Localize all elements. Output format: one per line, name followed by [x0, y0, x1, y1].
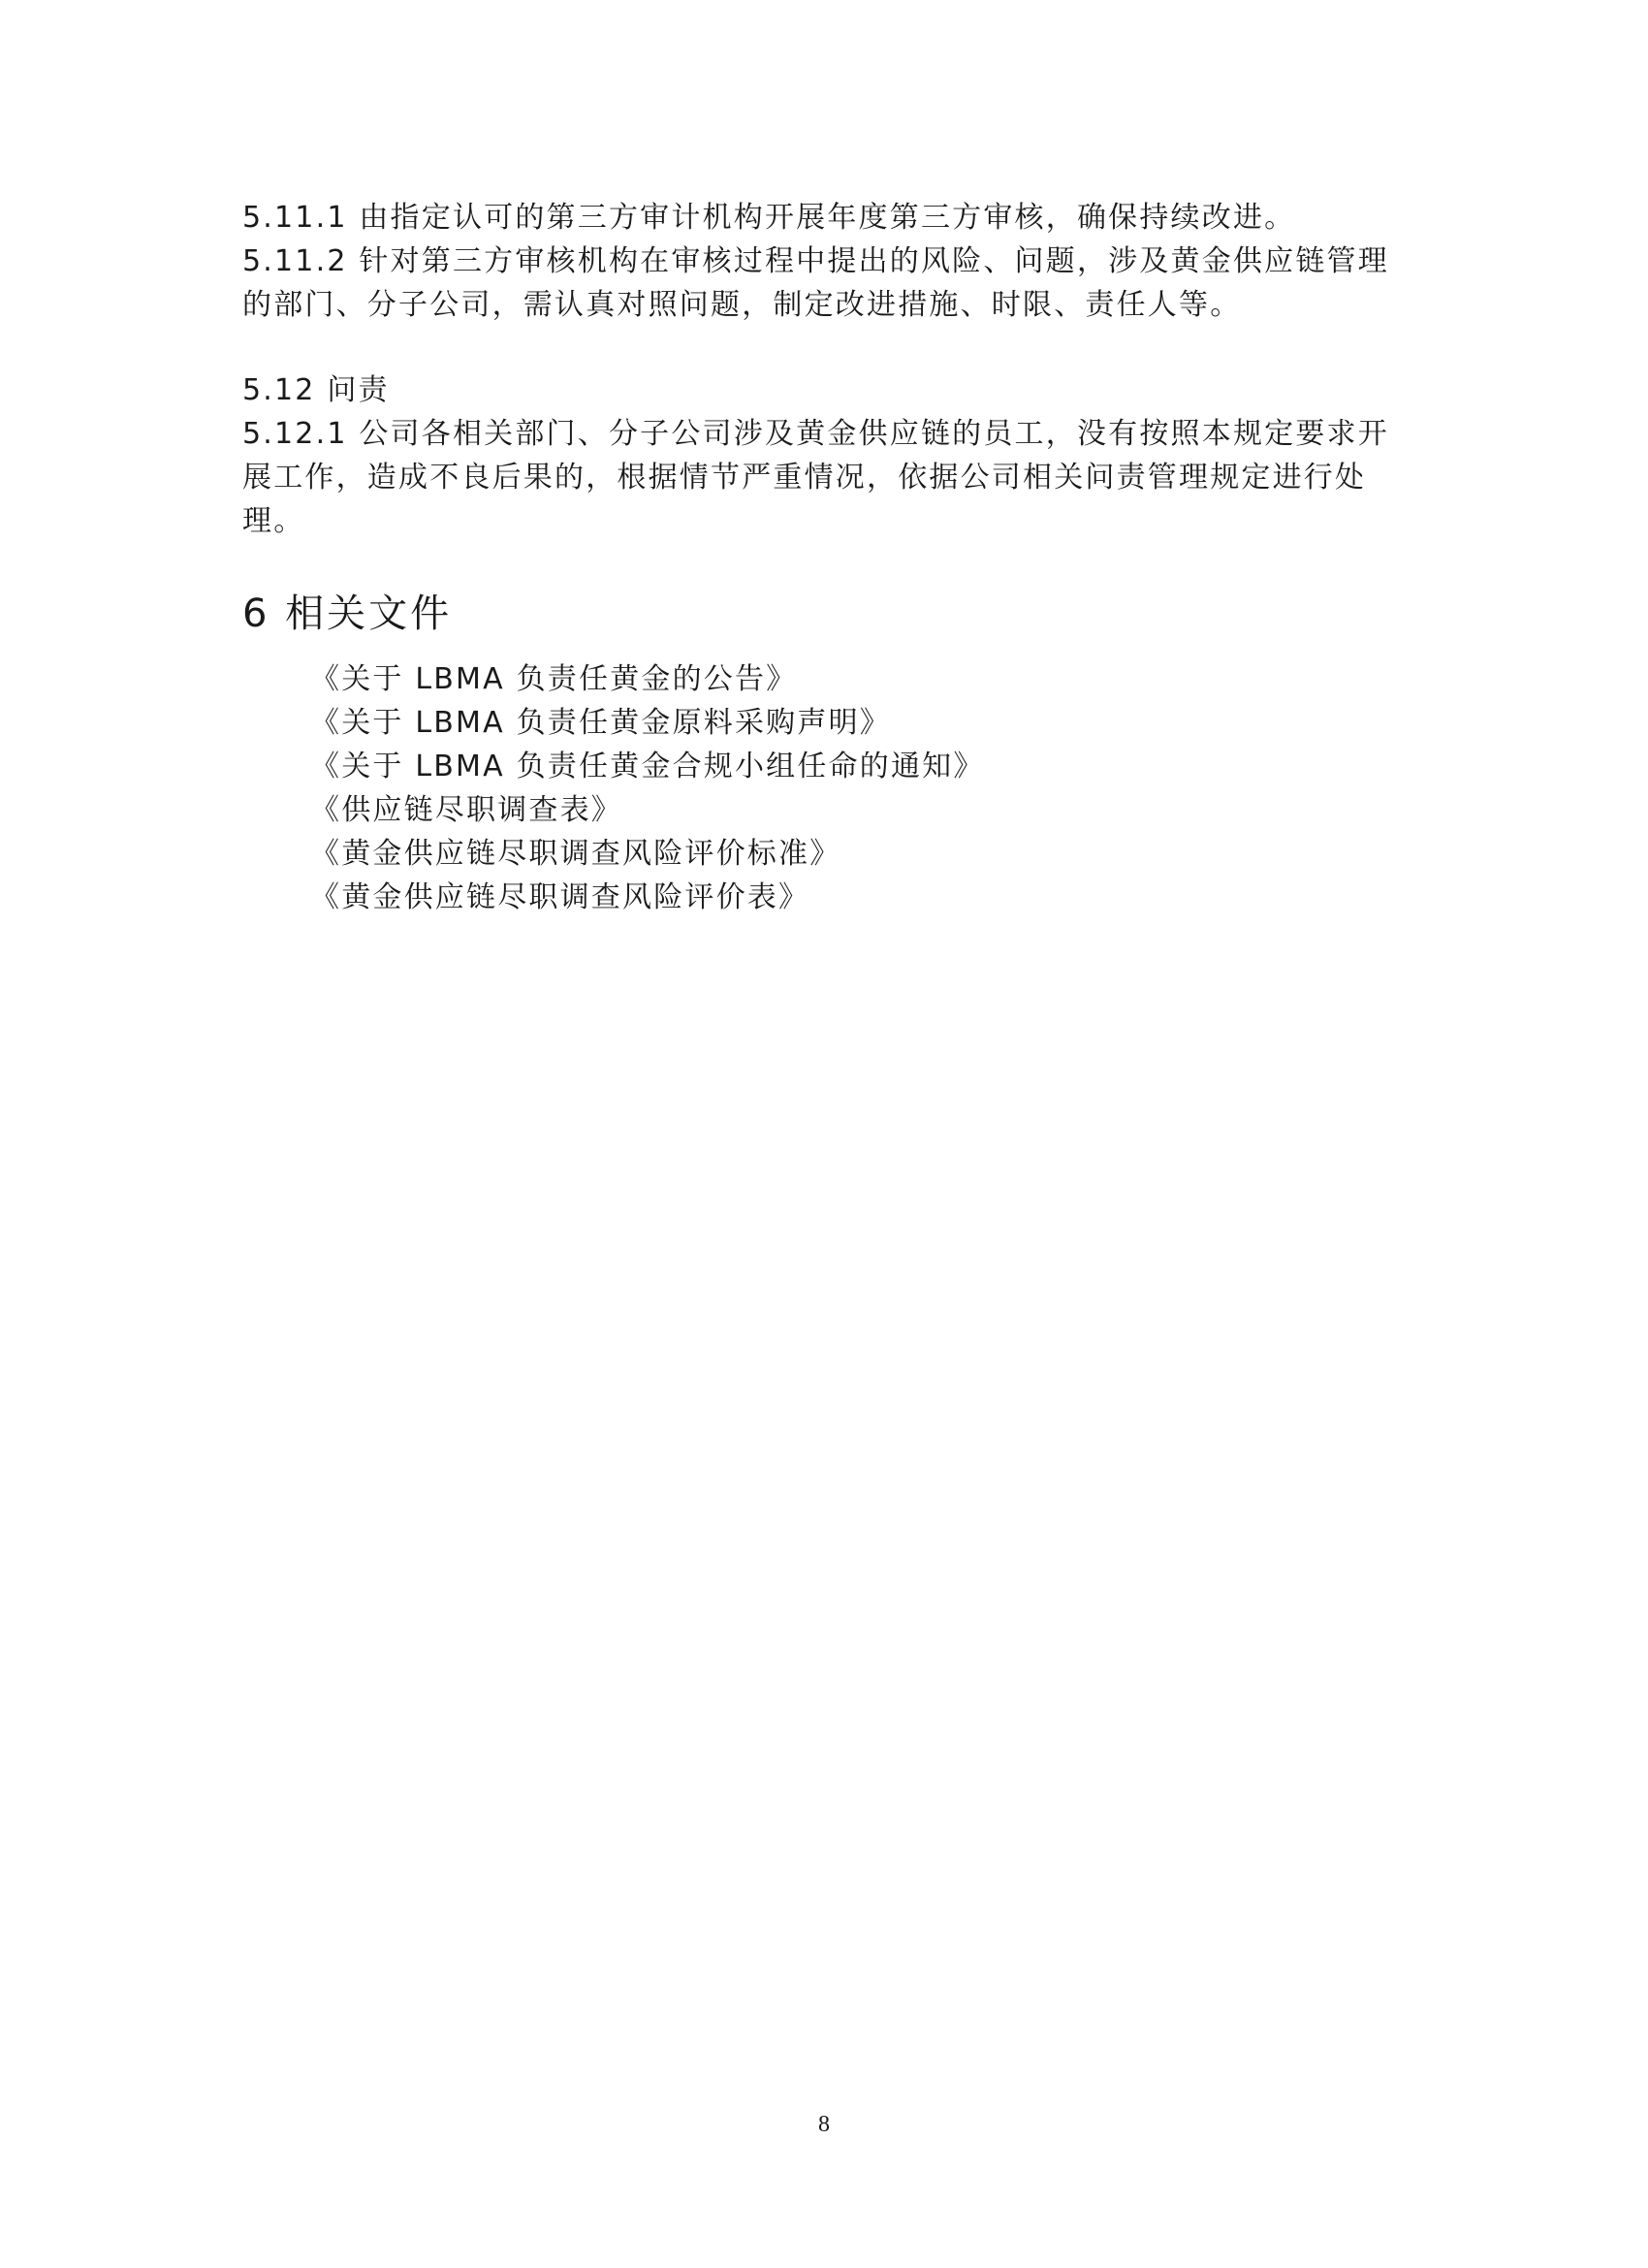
paragraph-line: 5.12 问责	[242, 373, 390, 407]
paragraph-5-12-1	[242, 412, 1415, 543]
list-item: 《黄金供应链尽职调查风险评价表》	[310, 880, 810, 914]
list-item: 《供应链尽职调查表》	[310, 793, 622, 827]
page-number: 8	[818, 2112, 830, 2137]
list-item: 《关于 LBMA 负责任黄金的公告》	[310, 662, 798, 696]
list-item: 《关于 LBMA 负责任黄金合规小组任命的通知》	[310, 750, 985, 783]
list-item: 《黄金供应链尽职调查风险评价标准》	[310, 837, 841, 871]
paragraph-line: 理。	[242, 504, 305, 538]
list-item: 《关于 LBMA 负责任黄金原料采购声明》	[310, 706, 891, 740]
paragraph-5-11-1	[242, 196, 1415, 240]
subsection-heading-5-12	[242, 368, 1415, 412]
paragraph-line: 展工作，造成不良后果的，根据情节严重情况，依据公司相关问责管理规定进行处	[242, 461, 1367, 495]
paragraph-line: 5.12.1 公司各相关部门、分子公司涉及黄金供应链的员工，没有按照本规定要求开	[242, 417, 1389, 451]
paragraph-5-11-2	[242, 240, 1415, 327]
paragraph-line: 的部门、分子公司，需认真对照问题，制定改进措施、时限、责任人等。	[242, 288, 1242, 322]
section-heading: 6 相关文件	[242, 591, 453, 636]
related-documents-list	[310, 657, 985, 919]
paragraph-line: 5.11.1 由指定认可的第三方审计机构开展年度第三方审核，确保持续改进。	[242, 201, 1296, 235]
paragraph-line: 5.11.2 针对第三方审核机构在审核过程中提出的风险、问题，涉及黄金供应链管理	[242, 244, 1389, 278]
